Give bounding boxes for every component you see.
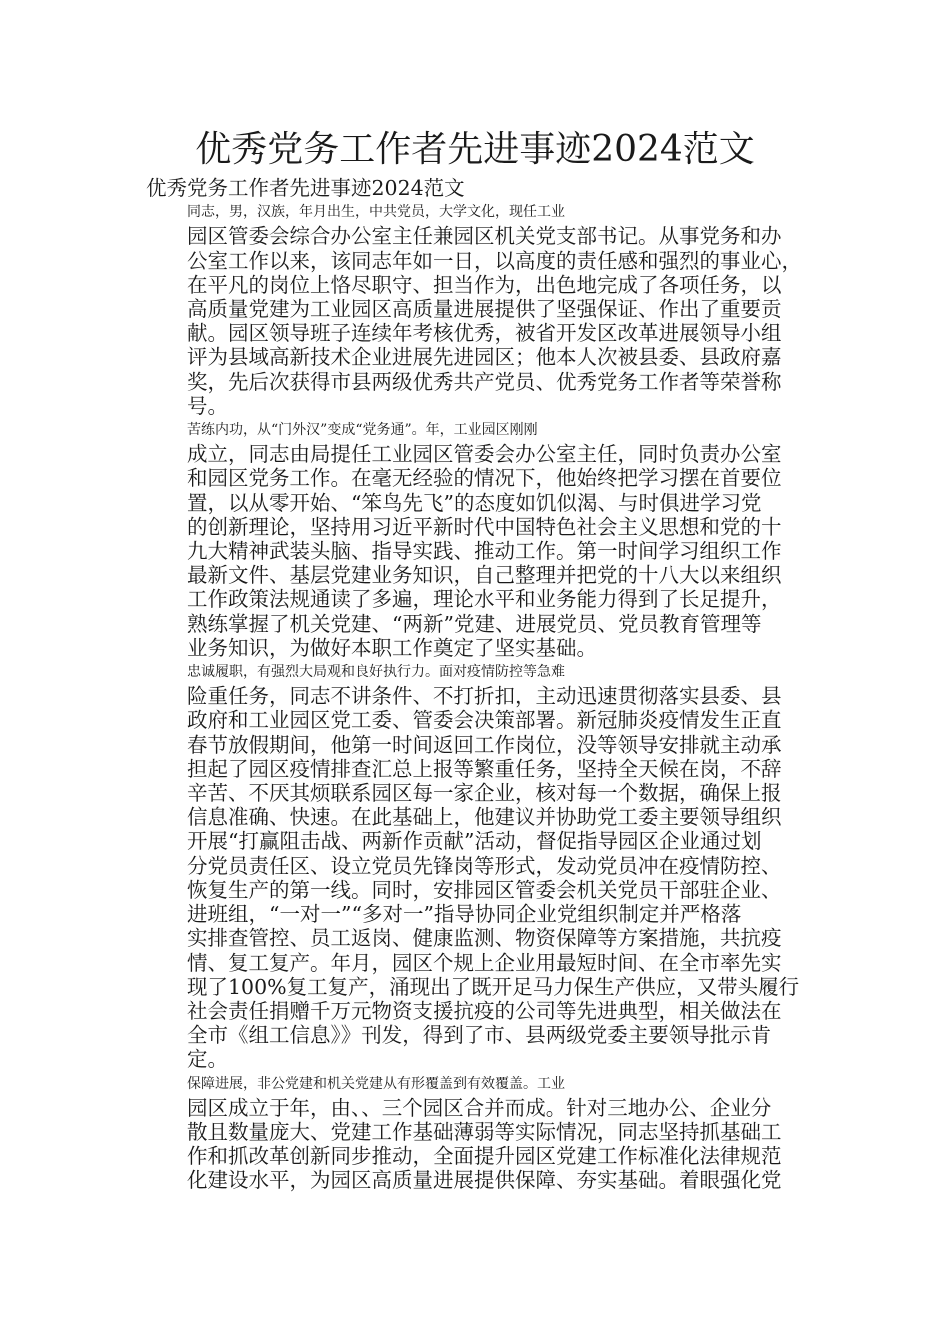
paragraph-line: 春节放假期间，他第一时间返回工作岗位，没等领导安排就主动承 [187,732,782,757]
paragraph-line: 进班组，“一对一”“多对一”指导协同企业党组织制定并严格落 [187,902,742,927]
paragraph-line: 的创新理论，坚持用习近平新时代中国特色社会主义思想和党的十 [187,514,782,539]
paragraph-line: 业务知识，为做好本职工作奠定了坚实基础。 [187,635,597,660]
paragraph-line: 园区管委会综合办公室主任兼园区机关党支部书记。从事党务和办 [187,224,782,249]
document-subtitle: 优秀党务工作者先进事迹2024范文 [146,176,465,200]
paragraph-line: 分党员责任区、设立党员先锋岗等形式，发动党员冲在疫情防控、 [187,853,782,878]
paragraph-line: 现了100%复工复产，涌现出了既开足马力保生产供应，又带头履行 [187,974,800,999]
paragraph-line: 情、复工复产。年月，园区个规上企业用最短时间、在全市率先实 [187,950,782,975]
paragraph-line: 苦练内功，从“门外汉”变成“党务通”。年，工业园区刚刚 [187,422,538,439]
paragraph-line: 工作政策法规通读了多遍，理论水平和业务能力得到了长足提升， [187,587,782,612]
paragraph-line: 高质量党建为工业园区高质量进展提供了坚强保证、作出了重要贡 [187,297,782,322]
paragraph-line: 最新文件、基层党建业务知识，自己整理并把党的十八大以来组织 [187,563,782,588]
paragraph-line: 险重任务，同志不讲条件、不打折扣，主动迅速贯彻落实县委、县 [187,684,782,709]
paragraph-line: 信息准确、快速。在此基础上，他建议并协助党工委主要领导组织 [187,805,782,830]
paragraph-line: 实排查管控、员工返岗、健康监测、物资保障等方案措施，共抗疫 [187,926,782,951]
paragraph-line: 开展“打赢阻击战、两新作贡献”活动，督促指导园区企业通过划 [187,829,762,854]
paragraph-line: 熟练掌握了机关党建、“两新”党建、进展党员、党员教育管理等 [187,611,762,636]
paragraph [146,418,822,660]
document-body [146,176,822,1193]
paragraph-line: 公室工作以来，该同志年如一日，以高度的责任感和强烈的事业心， [187,248,802,273]
paragraph-line: 成立，同志由局提任工业园区管委会办公室主任，同时负责办公室 [187,442,782,467]
paragraph [146,200,822,418]
paragraph-line: 评为县域高新技术企业进展先进园区；他本人次被县委、县政府嘉 [187,345,782,370]
paragraph-line: 九大精神武装头脑、指导实践、推动工作。第一时间学习组织工作 [187,539,782,564]
paragraph-line: 在平凡的岗位上恪尽职守、担当作为，出色地完成了各项任务，以 [187,272,782,297]
paragraph-line: 同志，男，汉族，年月出生，中共党员，大学文化，现任工业 [187,204,565,221]
paragraph-line: 恢复生产的第一线。同时，安排园区管委会机关党员干部驻企业、 [187,877,782,902]
paragraph-line: 社会责任捐赠千万元物资支援抗疫的公司等先进典型，相关做法在 [187,998,782,1023]
paragraph-line: 园区成立于年，由、、三个园区合并而成。针对三地办公、企业分 [187,1095,772,1120]
paragraph-line: 化建设水平，为园区高质量进展提供保障、夯实基础。着眼强化党 [187,1168,782,1193]
paragraph-line: 作和抓改革创新同步推动，全面提升园区党建工作标准化法律规范 [187,1144,782,1169]
document-title: 优秀党务工作者先进事迹2024范文 [195,129,755,170]
paragraph [146,660,822,1071]
paragraph-line: 置，以从零开始、“笨鸟先飞”的态度如饥似渴、与时俱进学习党 [187,490,762,515]
paragraph-line: 号。 [187,393,228,418]
paragraph-line: 和园区党务工作。在毫无经验的情况下，他始终把学习摆在首要位 [187,466,782,491]
paragraph-line: 保障进展，非公党建和机关党建从有形覆盖到有效覆盖。工业 [187,1075,565,1092]
paragraph [146,1072,822,1193]
paragraph-line: 忠诚履职，有强烈大局观和良好执行力。面对疫情防控等急难 [187,664,565,681]
paragraph-line: 全市《组工信息》》刊发，得到了市、县两级党委主要领导批示肯 [187,1023,772,1048]
paragraph-line: 辛苦、不厌其烦联系园区每一家企业，核对每一个数据，确保上报 [187,781,782,806]
paragraph-line: 奖，先后次获得市县两级优秀共产党员、优秀党务工作者等荣誉称 [187,369,782,394]
paragraph-line: 定。 [187,1047,228,1072]
paragraph-line: 政府和工业园区党工委、管委会决策部署。新冠肺炎疫情发生正直 [187,708,782,733]
paragraph-line: 担起了园区疫情排查汇总上报等繁重任务，坚持全天候在岗，不辞 [187,756,782,781]
paragraph-line: 献。园区领导班子连续年考核优秀，被省开发区改革进展领导小组 [187,321,782,346]
paragraph-list [146,200,822,1192]
paragraph-line: 散且数量庞大、党建工作基础薄弱等实际情况，同志坚持抓基础工 [187,1119,782,1144]
